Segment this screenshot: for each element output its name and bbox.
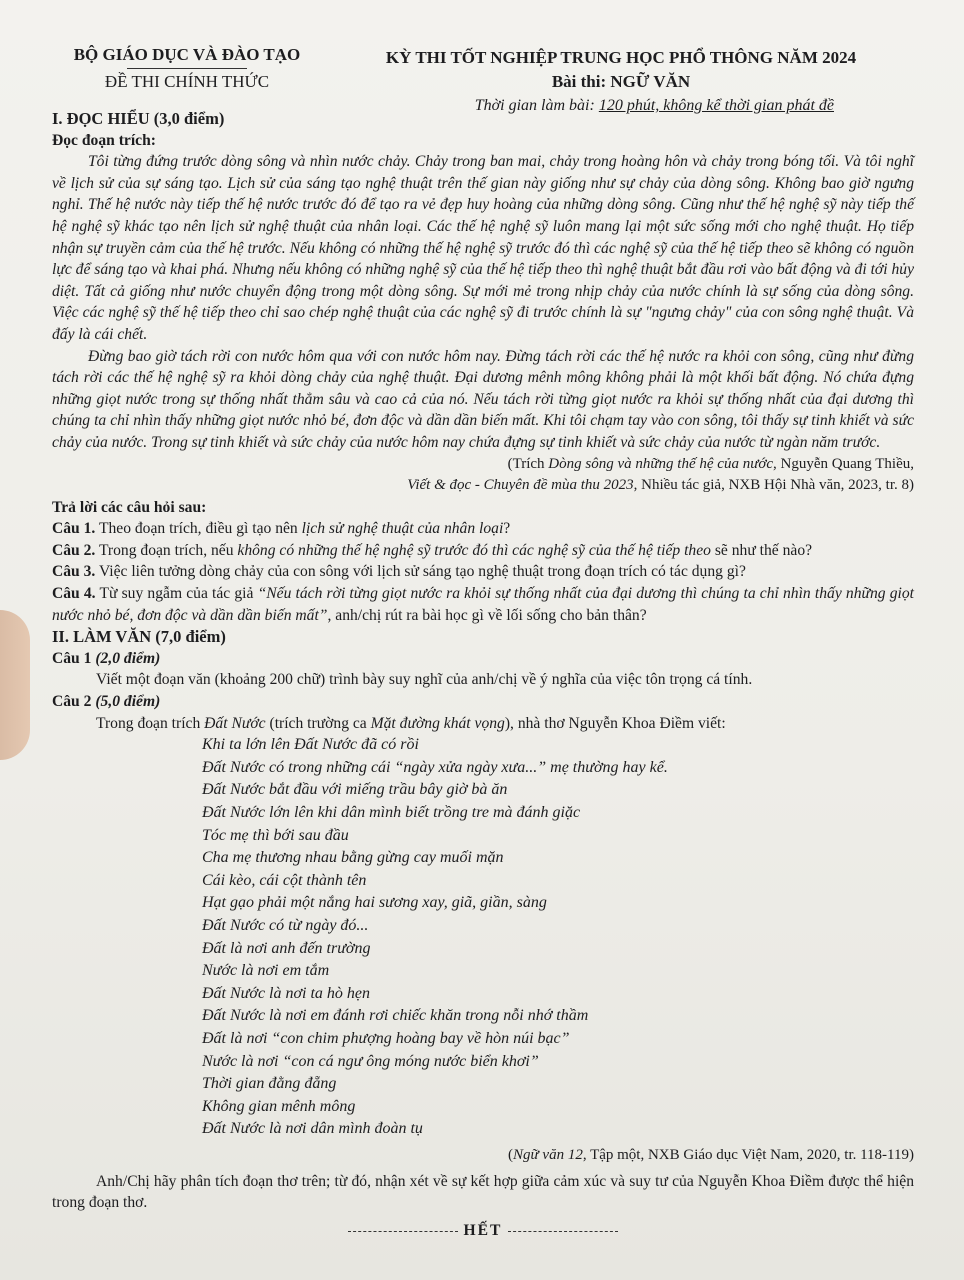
header-left	[52, 42, 322, 95]
poem-line: Nước là nơi em tắm	[202, 962, 330, 980]
end-mark-text: HẾT	[463, 1221, 503, 1239]
essay-2-intro-c: (trích trường ca	[265, 714, 371, 732]
poem	[202, 734, 914, 1141]
part1-title: I. ĐỌC HIỂU (3,0 điểm)	[52, 109, 225, 128]
exam-title: KỲ THI TỐT NGHIỆP TRUNG HỌC PHỔ THÔNG NĂM 2024	[385, 48, 857, 67]
source-collection: Viết & đọc - Chuyên đề mùa thu 2023	[407, 477, 634, 494]
question-1-label: Câu 1.	[52, 520, 96, 538]
final-task: Anh/Chị hãy phân tích đoạn thơ trên; từ đó, nhận xét về sự kết hợp giữa cảm xúc và suy tư của Nguyễn Khoa Điềm được thể hiện trong đoạn thơ.	[52, 1172, 914, 1212]
essay-2-intro-e: ), nhà thơ Nguyễn Khoa Điềm viết:	[504, 714, 726, 732]
essay-1-label: Câu 1	[52, 649, 92, 667]
poem-line: Đất Nước lớn lên khi dân mình biết trồng tre mà đánh giặc	[202, 804, 581, 821]
question-3-label: Câu 3.	[52, 563, 96, 581]
poem-line: Cha mẹ thương nhau bằng gừng cay muối mặn	[202, 849, 504, 867]
question-3-text: Việc liên tưởng dòng chảy của con sông với lịch sử sáng tạo nghệ thuật trong đoạn trích có tác dụng gì?	[95, 563, 746, 581]
essay-2-points: (5,0 điểm)	[91, 693, 161, 711]
poem-line: Hạt gạo phải một nắng hai sương xay, giã, giần, sàng	[202, 894, 547, 912]
question-4-label: Câu 4.	[52, 585, 96, 603]
poem-source-details: , Tập một, NXB Giáo dục Việt Nam, 2020, tr. 118-119)	[582, 1146, 914, 1163]
answer-label: Trả lời các câu hỏi sau:	[52, 498, 207, 516]
end-dash-right	[508, 1231, 618, 1232]
reading-passage	[52, 151, 914, 453]
question-3	[52, 561, 914, 583]
question-1-text-b: lịch sử nghệ thuật của nhân loại	[301, 520, 504, 538]
essay-1-points: (2,0 điểm)	[91, 649, 161, 667]
poem-source-open: (	[508, 1146, 513, 1163]
poem-line: Cái kèo, cái cột thành tên	[202, 871, 367, 889]
essay-2-intro-d: Mặt đường khát vọng	[370, 714, 505, 732]
poem-line: Tóc mẹ thì bới sau đầu	[202, 826, 349, 844]
source-prefix: (Trích	[507, 455, 549, 472]
essay-2-intro	[52, 713, 914, 735]
question-4-text-a: Từ suy ngẫm của tác giả	[95, 585, 258, 603]
question-1-text-a: Theo đoạn trích, điều gì tạo nên	[95, 520, 302, 538]
source-title: Dòng sông và những thế hệ của nước	[548, 455, 774, 472]
poem-line: Đất Nước có từ ngày đó...	[202, 916, 369, 934]
poem-source-book: Ngữ văn 12	[513, 1146, 583, 1163]
part2-title: II. LÀM VĂN (7,0 điểm)	[52, 627, 226, 647]
thumb-shadow	[0, 610, 30, 760]
source-author: , Nguyễn Quang Thiều,	[773, 455, 914, 472]
question-4-text-c: , anh/chị rút ra bài học gì về lối sống cho bản thân?	[327, 606, 647, 624]
time-prefix: Thời gian làm bài:	[474, 97, 599, 114]
exam-content	[52, 108, 914, 1241]
essay-2-heading	[52, 691, 914, 713]
official-label: ĐỀ THI CHÍNH THỨC	[104, 72, 270, 91]
poem-line: Đất Nước là nơi ta hò hẹn	[202, 984, 371, 1002]
poem-line: Khi ta lớn lên Đất Nước đã có rồi	[202, 736, 419, 754]
essay-2-intro-b: Đất Nước	[204, 714, 266, 732]
poem-line: Đất Nước là nơi em đánh rơi chiếc khăn trong nỗi nhớ thầm	[202, 1007, 589, 1025]
subject-label: Bài thi: NGỮ VĂN	[551, 72, 691, 91]
end-dash-left	[348, 1231, 458, 1232]
poem-line: Nước là nơi “con cá ngư ông móng nước biển khơi”	[202, 1052, 539, 1070]
passage-paragraph-1: Tôi từng đứng trước dòng sông và nhìn nước chảy. Chảy trong ban mai, chảy trong hoàng hôn và chảy trong bóng tối. Và tôi nghĩ về lịch sử của sự sáng tạo. Lịch sử của sáng tạo nghệ thuật trên thế gian này giống như sự chảy của dòng sông. Không bao giờ ngưng nghỉ. Thế hệ nước này tiếp thế hệ nước trước đó để tạo ra vẻ đẹp huy hoàng của những dòng sông. Cũng như thế hệ nghệ sỹ này tiếp thế hệ nghệ sỹ khác tạo nên lịch sử nghệ thuật của nhân loại. Các thế hệ nghệ sỹ luôn mang lại một sức sống mới cho nghệ thuật. Họ tiếp nhận sự truyền cảm của thế hệ trước. Nếu không có những thế hệ nghệ sỹ trước đó thì các nghệ sỹ của thế hệ tiếp theo sẽ không có nguồn lực để sáng tạo và khai phá. Nhưng nếu không có những nghệ sỹ của thế hệ tiếp theo thì nghệ thuật bắt đầu rơi vào bất động và đi tới hủy diệt. Tất cả giống như nước chuyển động trong một dòng sông. Sự mới mẻ trong nhịp chảy của nước chính là sự sống của dòng sông. Việc các nghệ sỹ thế hệ tiếp theo chỉ sao chép nghệ thuật của các nghệ sỹ đi trước chính là sự "ngưng chảy" của con sông nghệ thuật. Và đấy là cái chết.	[52, 153, 914, 343]
essay-2-intro-a: Trong đoạn trích	[96, 714, 205, 732]
essay-1-heading	[52, 648, 914, 670]
poem-line: Đất Nước có trong những cái “ngày xửa ngày xưa...” mẹ thường hay kể.	[202, 758, 668, 776]
read-label: Đọc đoạn trích:	[52, 131, 156, 149]
poem-line: Đất Nước là nơi dân mình đoàn tụ	[202, 1120, 423, 1138]
exam-header	[0, 40, 964, 114]
poem-line: Thời gian đằng đẵng	[202, 1075, 337, 1093]
source-publisher: , Nhiều tác giả, NXB Hội Nhà văn, 2023, tr. 8)	[633, 477, 914, 494]
question-2-text-a: Trong đoạn trích, nếu	[95, 541, 238, 559]
passage-paragraph-2: Đừng bao giờ tách rời con nước hôm qua với con nước hôm nay. Đừng tách rời các thế hệ nước ra khỏi con sông, cũng như đừng tách rời các thế hệ nghệ sỹ ra khỏi dòng chảy của nghệ thuật. Đại dương mênh mông không phải là một khối bất động. Nó chứa đựng những giọt nước trong sự thống nhất thẳm sâu và cao cả của nó. Nếu tách rời từng giọt nước ra khỏi sự thống nhất của đại dương thì chúng ta chỉ nhìn thấy những giọt nước nhỏ bé, đơn độc và dần dần biến mất. Khi tôi chạm tay vào con sông, tôi thấy sự tinh khiết và sức chảy của nước. Trong sự tinh khiết và sức chảy của nước hôm nay chứa đựng sự tinh khiết và sức chảy của nước từ ngàn năm trước.	[52, 347, 914, 451]
end-mark	[52, 1220, 914, 1242]
question-2-label: Câu 2.	[52, 541, 96, 559]
question-4	[52, 583, 914, 626]
essay-1-text: Viết một đoạn văn (khoảng 200 chữ) trình bày suy nghĩ của anh/chị về ý nghĩa của việc tôn trọng cá tính.	[96, 671, 753, 689]
question-1	[52, 518, 914, 540]
essay-2-label: Câu 2	[52, 693, 92, 711]
poem-line: Đất Nước bắt đầu với miếng trầu bây giờ bà ăn	[202, 781, 508, 799]
poem-source	[52, 1145, 914, 1167]
passage-source-line-2	[52, 475, 914, 497]
question-1-text-c: ?	[503, 520, 511, 538]
passage-source-line-1	[52, 454, 914, 476]
time-value: 120 phút, không kể thời gian phát đề	[598, 97, 834, 114]
poem-line: Đất là nơi anh đến trường	[202, 939, 371, 957]
question-2-text-b: không có những thế hệ nghệ sỹ trước đó thì các nghệ sỹ của thế hệ tiếp theo	[237, 541, 711, 559]
ministry-name: BỘ GIÁO DỤC VÀ ĐÀO TẠO	[73, 45, 301, 64]
question-4-text-b: “Nếu tách rời từng giọt nước ra khỏi sự thống nhất của đại dương thì chúng ta chỉ nhìn thấy những giọt nước nhỏ bé, đơn độc và dần dần biến mất”	[52, 585, 915, 624]
question-2	[52, 540, 914, 562]
poem-line: Đất là nơi “con chim phượng hoàng bay về hòn núi bạc”	[202, 1029, 570, 1047]
question-2-text-c: sẽ như thế nào?	[710, 541, 813, 559]
poem-line: Không gian mênh mông	[202, 1097, 356, 1115]
